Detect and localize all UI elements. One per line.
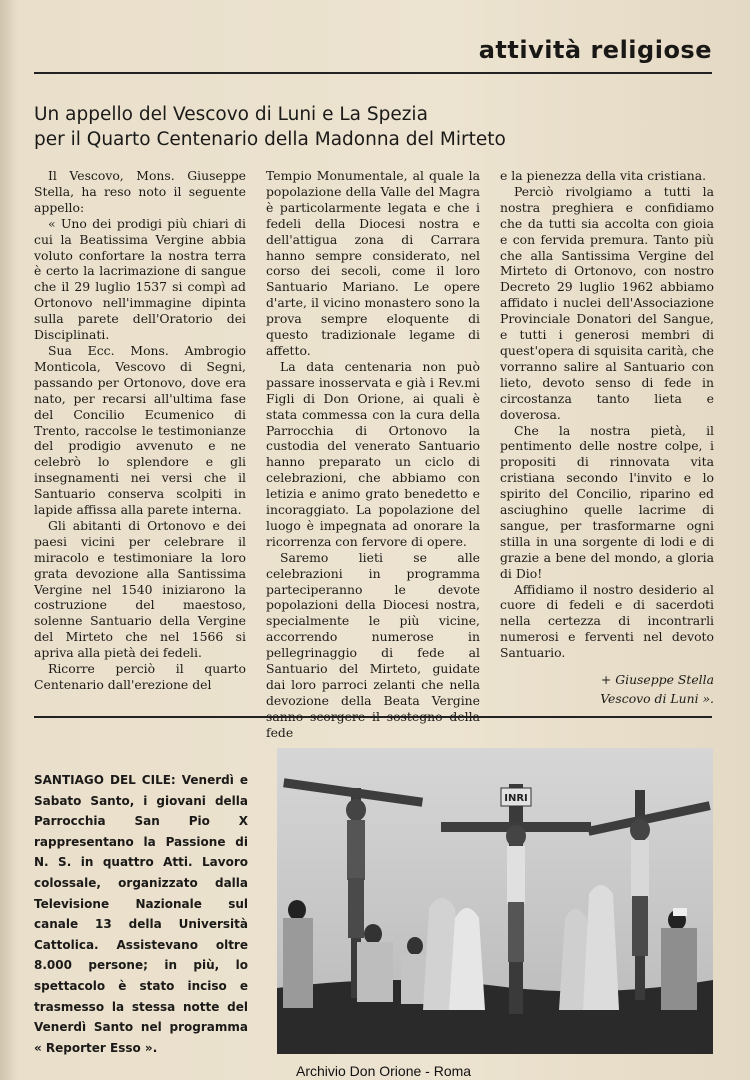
photo-caption — [34, 770, 248, 1058]
archive-watermark: Archivio Don Orione - Roma — [296, 1063, 472, 1079]
section-divider — [34, 716, 712, 718]
paragraph: Ricorre perciò il quarto Centenario dall'erezione del — [34, 661, 246, 692]
paragraph: Gli abitanti di Ortonovo e dei paesi vicini per celebrare il miracolo e testimoniare la loro grata devozione alla Santissima Vergine nel 1540 iniziarono la costruzione del maestoso, solenne Santuario della Vergine del Mirteto che nel 1566 si apriva alla pietà dei fedeli. — [34, 517, 246, 661]
paragraph: Che la nostra pietà, il pentimento delle nostre colpe, i propositi di rinnovata vita cristiana secondo l'invito e lo spirito del Concilio, riparino ed asciughino quelle lacrime di sangue, per trasformarne ogni stilla in una sorgente di lodi e di grazie a bene del mondo, a gloria di Dio! — [500, 422, 714, 581]
article-column-2 — [266, 168, 480, 741]
crucifixion-scene-image — [277, 748, 713, 1054]
paragraph: Il Vescovo, Mons. Giuseppe Stella, ha reso noto il seguente appello: — [34, 168, 246, 215]
signature — [500, 670, 714, 708]
headline-line-2: per il Quarto Centenario della Madonna del Mirteto — [34, 129, 506, 150]
top-rule — [34, 72, 712, 74]
paragraph: Saremo lieti se alle celebrazioni in programma parteciperanno le devote popolazioni della Diocesi nostra, specialmente le più vicine, accorrendo numerose in pellegrinaggio di fede al Santuario del Mirteto, guidate dai loro parroci zelanti che nella devozione della Beata Vergine sanno scorgere il sostegno della fede — [266, 549, 480, 740]
passion-play-photo — [277, 748, 713, 1054]
paragraph: Tempio Monumentale, al quale la popolazione della Valle del Magra è particolarmente legata e che i fedeli della Diocesi nostra e dell'attigua zona di Carrara hanno sempre considerato, nel corso dei secoli, come il loro Santuario Mariano. Le opere d'arte, il vicino monastero sono la prova sempre eloquente di questo tradizionale legame di affetto. — [266, 168, 480, 358]
inri-sign: INRI — [504, 793, 528, 804]
paragraph: « Uno dei prodigi più chiari di cui la Beatissima Vergine abbia voluto confortare la nostra terra è certo la lacrimazione di sangue che il 29 luglio 1537 si compì ad Ortonovo nell'immagine dipinta sulla parete dell'Oratorio dei Disciplinati. — [34, 215, 246, 343]
headline — [34, 102, 674, 152]
caption-place: SANTIAGO DEL CILE: — [34, 773, 176, 787]
paragraph: Affidiamo il nostro desiderio al cuore di fedeli e di sacerdoti nella certezza di incontrarli numerosi e ferventi nel devoto Santuario. — [500, 581, 714, 661]
paragraph: e la pienezza della vita cristiana. — [500, 168, 707, 183]
article-column-1 — [34, 168, 246, 693]
headline-line-1: Un appello del Vescovo di Luni e La Spezia — [34, 104, 428, 125]
paragraph: Perciò rivolgiamo a tutti la nostra preghiera e confidiamo che da tutti sia accolta con gioia e con fervida premura. Tanto più che alla Santissima Vergine del Mirteto di Ortonovo, con nostro Decreto 29 luglio 1962 abbiamo affidato i nuclei dell'Associazione Provinciale Donatori del Sangue, e tutti i generosi membri di quest'opera di squisita carità, che vorranno salire al Santuario con lieto, devoto senso di fede in circostanza tanto lieta e doverosa. — [500, 183, 714, 422]
section-title: attività religiose — [478, 36, 712, 64]
article-column-3 — [500, 168, 714, 661]
caption-text: Venerdì e Sabato Santo, i giovani della Parrocchia San Pio X rappresentano la Passione di N. S. in quattro Atti. Lavoro colossale, organizzato dalla Televisione Nazionale sul canale 13 della Università Cattolica. Assistevano oltre 8.000 persone; in più, lo spettacolo è stato inciso e trasmesso la stessa notte del Venerdì Santo nel programma « Reporter Esso ». — [34, 773, 248, 1055]
paragraph: La data centenaria non può passare inosservata e già i Rev.mi Figli di Don Orione, ai quali è stata commessa con la cura della Parrocchia di Ortonovo la custodia del venerato Santuario hanno preparato un ciclo di celebrazioni, che abbiamo con letizia e animo grato benedetto e incoraggiato. La popolazione del luogo è impegnata ad onorare la ricorrenza con fervore di opere. — [266, 358, 480, 549]
signature-title: Vescovo di Luni ». — [600, 691, 714, 706]
paragraph: Sua Ecc. Mons. Ambrogio Monticola, Vescovo di Segni, passando per Ortonovo, dove era nato, per recarsi all'ultima fase del Concilio Ecumenico di Trento, raccolse le testimonianze del prodigio avvenuto e ne celebrò lo splendore e gli insegnamenti nei versi che il Santuario conserva scolpiti in lapide affissa alla parete interna. — [34, 342, 246, 518]
signature-name: + Giuseppe Stella — [600, 672, 714, 687]
